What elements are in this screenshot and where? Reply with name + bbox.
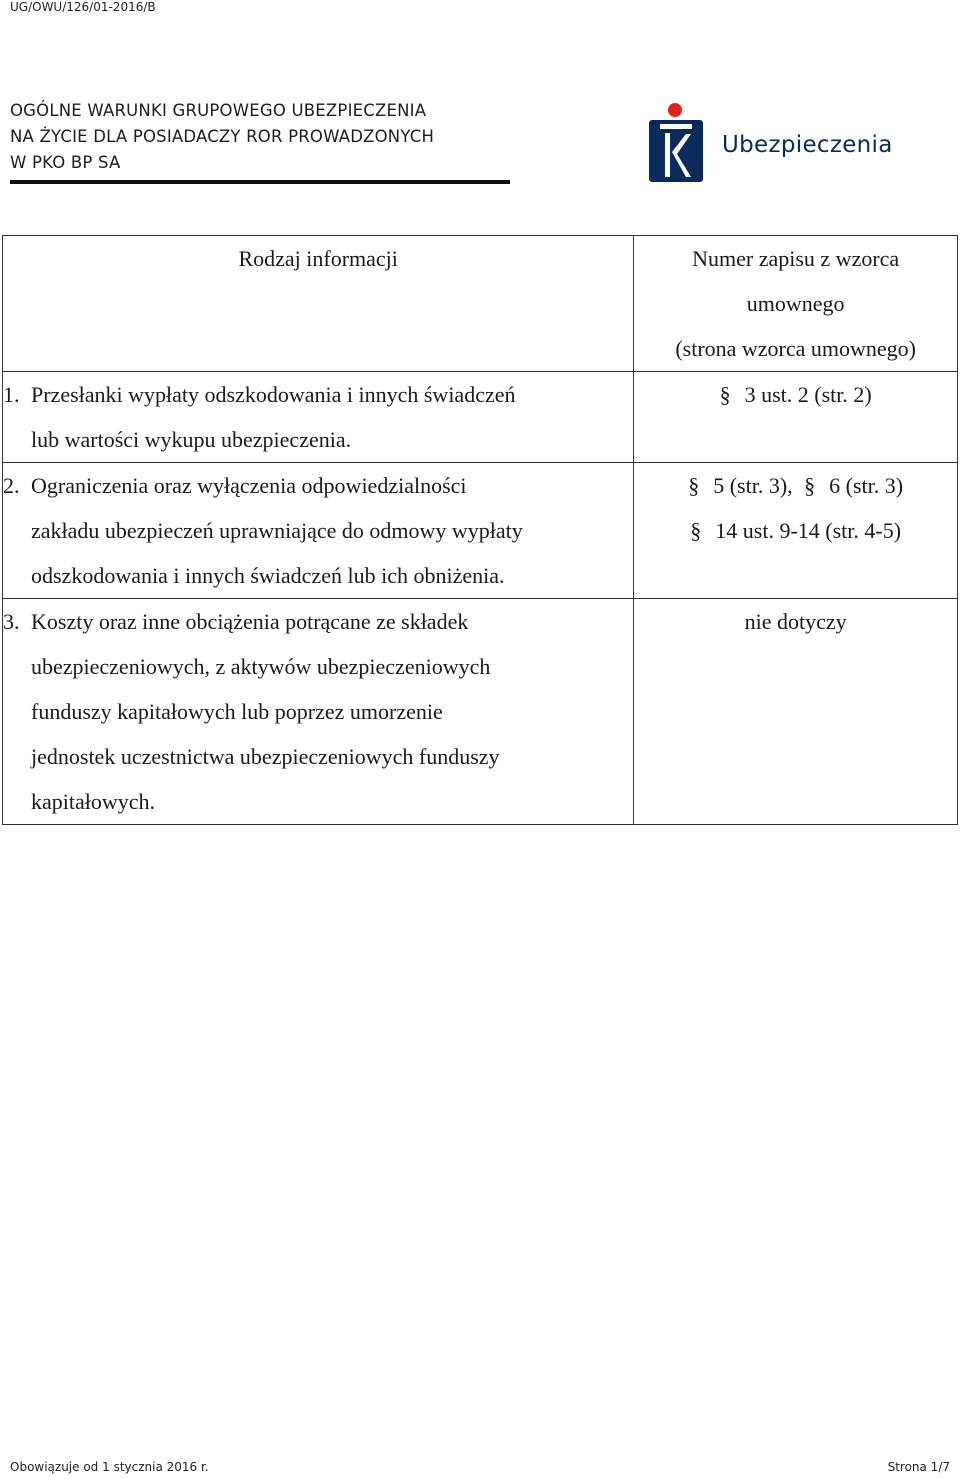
row-number: 1. xyxy=(3,382,20,407)
header-reference-line-1: Numer zapisu z wzorca xyxy=(692,246,900,271)
paragraph-icon: § xyxy=(688,473,700,498)
reference-text: 3 ust. 2 (str. 2) xyxy=(744,382,872,407)
row-3-reference xyxy=(634,599,958,825)
row-3-description xyxy=(3,599,634,825)
row-text-line: kapitałowych. xyxy=(31,789,156,814)
logo-text: Ubezpieczenia xyxy=(722,132,893,158)
document-title xyxy=(10,98,510,176)
logo-red-dot xyxy=(668,103,682,117)
header-reference-line-2: umownego xyxy=(746,291,845,316)
row-1-reference xyxy=(634,372,958,463)
table-row xyxy=(3,372,958,463)
reference-text: 5 (str. 3), xyxy=(713,473,793,498)
reference-text: 14 ust. 9-14 (str. 4-5) xyxy=(715,518,902,543)
reference-text: nie dotyczy xyxy=(744,609,847,634)
row-text-line: Przesłanki wypłaty odszkodowania i innych świadczeń xyxy=(31,382,516,407)
row-text-line: ubezpieczeniowych, z aktywów ubezpieczeniowych xyxy=(31,654,491,679)
reference-text: 6 (str. 3) xyxy=(829,473,904,498)
title-line-3: W PKO BP SA xyxy=(10,153,121,172)
row-text-line: zakładu ubezpieczeń uprawniające do odmowy wypłaty xyxy=(31,518,523,543)
header-reference xyxy=(634,236,958,372)
title-underline xyxy=(10,180,510,184)
row-text-line: funduszy kapitałowych lub poprzez umorzenie xyxy=(31,699,443,724)
information-table xyxy=(2,235,958,825)
paragraph-icon: § xyxy=(804,473,816,498)
document-code: UG/OWU/126/01-2016/B xyxy=(10,0,156,14)
row-2-reference xyxy=(634,463,958,599)
row-text-line: Ograniczenia oraz wyłączenia odpowiedzialności xyxy=(31,473,467,498)
paragraph-icon: § xyxy=(719,382,731,407)
row-1-description xyxy=(3,372,634,463)
header-info-type: Rodzaj informacji xyxy=(3,236,634,372)
table-row xyxy=(3,599,958,825)
paragraph-icon: § xyxy=(690,518,702,543)
title-line-1: OGÓLNE WARUNKI GRUPOWEGO UBEZPIECZENIA xyxy=(10,101,427,120)
footer-effective-date: Obowiązuje od 1 stycznia 2016 r. xyxy=(10,1460,209,1474)
row-2-description xyxy=(3,463,634,599)
header-reference-line-3: (strona wzorca umownego) xyxy=(675,336,917,361)
row-text-line: lub wartości wykupu ubezpieczenia. xyxy=(31,427,352,452)
table-row xyxy=(3,463,958,599)
row-number: 2. xyxy=(3,473,20,498)
row-text-line: odszkodowania i innych świadczeń lub ich obniżenia. xyxy=(31,563,505,588)
row-text-line: jednostek uczestnictwa ubezpieczeniowych funduszy xyxy=(31,744,500,769)
table-header-row xyxy=(3,236,958,372)
row-text-line: Koszty oraz inne obciążenia potrącane ze składek xyxy=(31,609,469,634)
row-number: 3. xyxy=(3,609,20,634)
title-line-2: NA ŻYCIE DLA POSIADACZY ROR PROWADZONYCH xyxy=(10,127,435,146)
footer-page-number: Strona 1/7 xyxy=(887,1460,950,1474)
